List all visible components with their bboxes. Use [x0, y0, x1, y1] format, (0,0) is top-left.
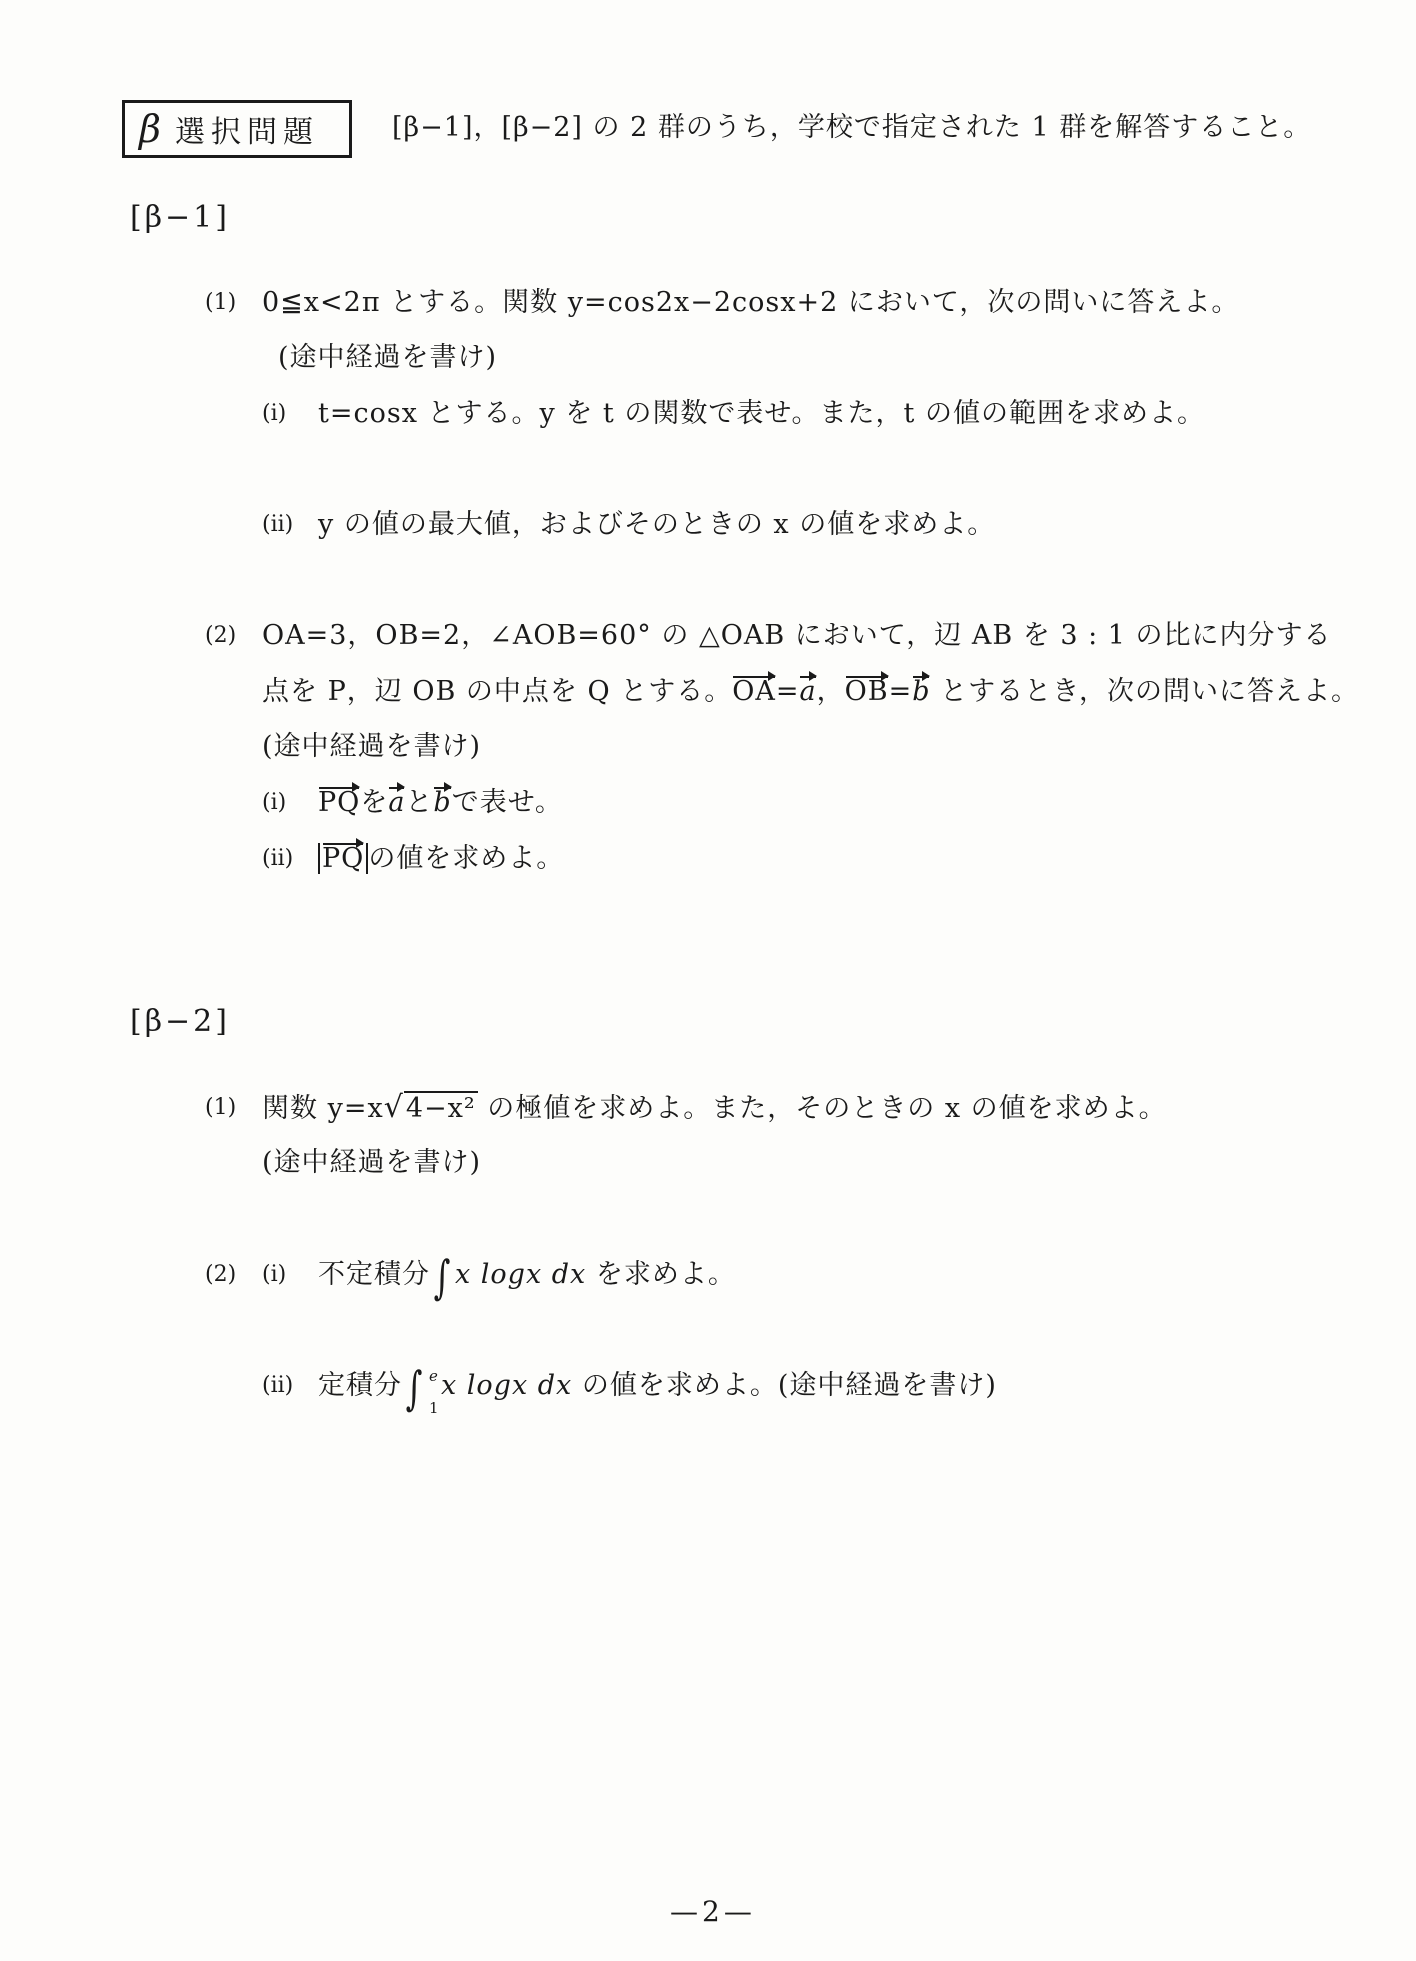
statement-text: とするとき，次の問いに答えよ。 — [930, 676, 1359, 707]
sqrt-body: 4−x² — [405, 1093, 476, 1124]
part-text-c: で表せ。 — [451, 787, 563, 818]
problem-statement: OA=3，OB=2，∠AOB=60° の △OAB において，辺 AB を 3 : 1 の比に内分する — [262, 620, 1332, 651]
problem-statement — [262, 1090, 1167, 1127]
part-text: y の値の最大値，およびそのときの x の値を求めよ。 — [318, 509, 996, 540]
problem-number: (2) — [205, 623, 237, 648]
lower-limit: 1 — [428, 1399, 440, 1417]
problem-note: (途中経過を書け) — [262, 731, 482, 762]
section-title: 選択問題 — [174, 115, 319, 150]
problem-number: (1) — [205, 1095, 237, 1120]
page-number: —2— — [670, 1895, 756, 1928]
part-label: (i) — [262, 401, 287, 426]
statement-text: の極値を求めよ。また，そのときの x の値を求めよ。 — [477, 1093, 1167, 1124]
integral-limits — [427, 1367, 441, 1417]
part-text-a: 定積分 — [318, 1370, 402, 1401]
instruction-text: [β−1]，[β−2] の 2 群のうち，学校で指定された 1 群を解答すること。 — [392, 112, 1312, 143]
vector-ob: OB — [845, 674, 889, 710]
vector-oa: OA — [732, 674, 776, 710]
integrand: x logx dx — [454, 1259, 587, 1290]
part-text — [318, 1250, 736, 1304]
part-text — [318, 841, 564, 877]
vector-b: b — [912, 674, 930, 710]
part-label: (ii) — [262, 512, 294, 537]
upper-limit: e — [428, 1367, 439, 1385]
part-text: t=cosx とする。y を t の関数で表せ。また，t の値の範囲を求めよ。 — [318, 398, 1205, 429]
part-label: (i) — [262, 790, 287, 815]
vector-pq: PQ — [318, 785, 360, 821]
statement-text: 関数 y=x — [262, 1093, 384, 1124]
part-text — [318, 785, 563, 821]
integrand: x logx dx — [440, 1370, 573, 1401]
problem-number: (2) — [205, 1262, 237, 1287]
sqrt-icon: √ — [383, 1090, 404, 1125]
integral-icon: ∫ — [433, 1250, 452, 1304]
part-text-b: と — [405, 787, 434, 818]
problem-statement: 0≦x<2π とする。関数 y=cos2x−2cosx+2 において，次の問いに答えよ。 — [262, 287, 1240, 318]
equals: = — [888, 676, 913, 707]
vector-b: b — [433, 785, 451, 821]
problem-number: (1) — [205, 290, 237, 315]
problem-statement-line2 — [262, 674, 1359, 710]
statement-text: 点を P，辺 OB の中点を Q とする。 — [262, 676, 733, 707]
part-text-a: を — [360, 787, 389, 818]
part-label: (ii) — [262, 1373, 294, 1398]
part-text-a: 不定積分 — [318, 1259, 430, 1290]
problem-note: (途中経過を書け) — [262, 1147, 482, 1178]
section-box — [122, 100, 352, 158]
separator: ， — [816, 676, 845, 707]
part-label: (ii) — [262, 846, 294, 871]
integral-icon: ∫ — [405, 1361, 424, 1415]
group-title-2: [β−2] — [130, 1004, 230, 1039]
group-title-1: [β−1] — [130, 200, 230, 235]
vector-a: a — [799, 674, 816, 710]
problem-note: (途中経過を書け) — [278, 342, 498, 373]
magnitude-bars — [318, 843, 368, 874]
part-text-b: の値を求めよ。(途中経過を書け) — [572, 1370, 997, 1401]
part-text — [318, 1361, 997, 1417]
section-symbol: β — [139, 107, 161, 151]
vector-pq: PQ — [322, 841, 364, 877]
part-text-b: を求めよ。 — [586, 1259, 736, 1290]
part-label: (i) — [262, 1262, 287, 1287]
vector-a: a — [388, 785, 405, 821]
equals: = — [775, 676, 800, 707]
part-text-a: の値を求めよ。 — [368, 843, 565, 874]
